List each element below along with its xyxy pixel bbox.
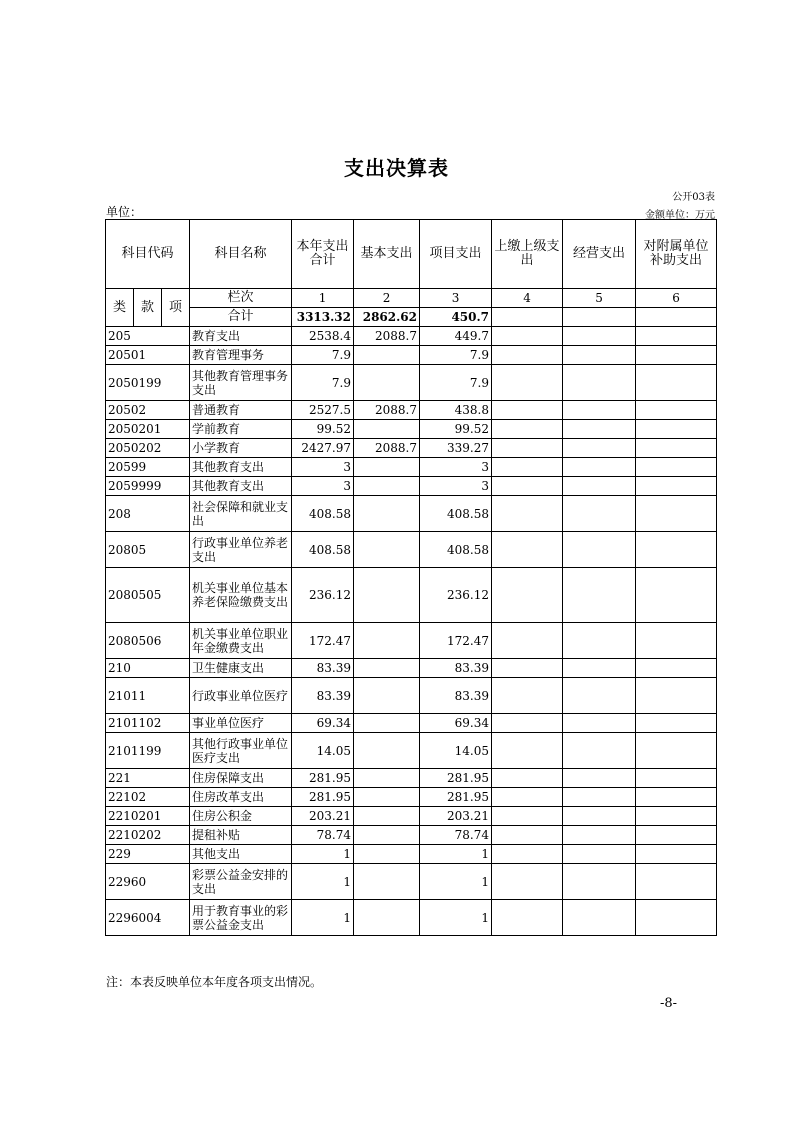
- row-basic: [354, 733, 420, 769]
- row-total: 83.39: [292, 678, 354, 714]
- row-name: 卫生健康支出: [190, 659, 292, 678]
- col-index-2: 2: [354, 289, 420, 308]
- row-name: 普通教育: [190, 401, 292, 420]
- row-business: [563, 714, 636, 733]
- row-code: 229: [106, 845, 190, 864]
- row-upper: [492, 678, 563, 714]
- row-subsidy: [636, 327, 717, 346]
- row-basic: [354, 458, 420, 477]
- row-name: 提租补贴: [190, 826, 292, 845]
- row-basic: [354, 788, 420, 807]
- row-basic: [354, 864, 420, 900]
- row-name: 住房公积金: [190, 807, 292, 826]
- row-project: 7.9: [420, 365, 492, 401]
- row-project: 14.05: [420, 733, 492, 769]
- row-total: 236.12: [292, 568, 354, 623]
- row-business: [563, 439, 636, 458]
- row-subsidy: [636, 568, 717, 623]
- table-row: [106, 439, 717, 458]
- row-subsidy: [636, 532, 717, 568]
- table-row: [106, 733, 717, 769]
- table-row: [106, 365, 717, 401]
- row-name: 其他教育支出: [190, 477, 292, 496]
- col-index-6: 6: [636, 289, 717, 308]
- total-project: 450.7: [420, 308, 492, 327]
- row-total: 78.74: [292, 826, 354, 845]
- row-name: 其他行政事业单位医疗支出: [190, 733, 292, 769]
- row-total: 2427.97: [292, 439, 354, 458]
- row-basic: [354, 714, 420, 733]
- row-name: 行政事业单位养老支出: [190, 532, 292, 568]
- row-business: [563, 788, 636, 807]
- row-total: 2527.5: [292, 401, 354, 420]
- row-basic: [354, 807, 420, 826]
- row-total: 69.34: [292, 714, 354, 733]
- row-basic: [354, 623, 420, 659]
- row-basic: [354, 532, 420, 568]
- row-project: 83.39: [420, 659, 492, 678]
- header-kuan: 款: [134, 289, 162, 327]
- header-upper: 上缴上级支出: [492, 220, 563, 289]
- total-label: 合计: [190, 308, 292, 327]
- row-project: 438.8: [420, 401, 492, 420]
- row-basic: [354, 496, 420, 532]
- row-name: 行政事业单位医疗: [190, 678, 292, 714]
- row-project: 3: [420, 458, 492, 477]
- row-upper: [492, 623, 563, 659]
- row-basic: [354, 659, 420, 678]
- header-name: 科目名称: [190, 220, 292, 289]
- row-project: 83.39: [420, 678, 492, 714]
- row-upper: [492, 327, 563, 346]
- row-code: 2080506: [106, 623, 190, 659]
- row-code: 2101102: [106, 714, 190, 733]
- total-amount: 3313.32: [292, 308, 354, 327]
- row-subsidy: [636, 845, 717, 864]
- table-row: [106, 346, 717, 365]
- row-subsidy: [636, 733, 717, 769]
- row-code: 205: [106, 327, 190, 346]
- row-basic: [354, 568, 420, 623]
- row-project: 78.74: [420, 826, 492, 845]
- row-code: 22960: [106, 864, 190, 900]
- row-subsidy: [636, 420, 717, 439]
- row-business: [563, 496, 636, 532]
- row-total: 1: [292, 845, 354, 864]
- row-name: 彩票公益金安排的支出: [190, 864, 292, 900]
- table-row: [106, 845, 717, 864]
- row-business: [563, 826, 636, 845]
- table-row: [106, 458, 717, 477]
- row-project: 281.95: [420, 769, 492, 788]
- row-project: 339.27: [420, 439, 492, 458]
- row-upper: [492, 365, 563, 401]
- row-upper: [492, 439, 563, 458]
- table-row: [106, 659, 717, 678]
- table-row: [106, 769, 717, 788]
- row-project: 3: [420, 477, 492, 496]
- row-total: 281.95: [292, 788, 354, 807]
- header-xiang: 项: [162, 289, 190, 327]
- row-name: 小学教育: [190, 439, 292, 458]
- row-upper: [492, 788, 563, 807]
- row-total: 83.39: [292, 659, 354, 678]
- col-index-5: 5: [563, 289, 636, 308]
- row-name: 学前教育: [190, 420, 292, 439]
- row-subsidy: [636, 346, 717, 365]
- row-basic: [354, 845, 420, 864]
- table-row: [106, 477, 717, 496]
- row-name: 事业单位医疗: [190, 714, 292, 733]
- table-row: [106, 327, 717, 346]
- header-subsidy: 对附属单位补助支出: [636, 220, 717, 289]
- row-subsidy: [636, 826, 717, 845]
- row-basic: 2088.7: [354, 439, 420, 458]
- col-index-4: 4: [492, 289, 563, 308]
- row-subsidy: [636, 714, 717, 733]
- row-subsidy: [636, 900, 717, 936]
- col-index-1: 1: [292, 289, 354, 308]
- row-business: [563, 733, 636, 769]
- row-total: 172.47: [292, 623, 354, 659]
- row-business: [563, 659, 636, 678]
- row-total: 1: [292, 900, 354, 936]
- row-project: 7.9: [420, 346, 492, 365]
- row-business: [563, 769, 636, 788]
- row-code: 2080505: [106, 568, 190, 623]
- row-project: 172.47: [420, 623, 492, 659]
- row-total: 3: [292, 458, 354, 477]
- row-name: 住房保障支出: [190, 769, 292, 788]
- row-business: [563, 327, 636, 346]
- row-subsidy: [636, 769, 717, 788]
- row-project: 69.34: [420, 714, 492, 733]
- row-business: [563, 900, 636, 936]
- row-total: 281.95: [292, 769, 354, 788]
- row-upper: [492, 477, 563, 496]
- table-row: [106, 900, 717, 936]
- row-upper: [492, 532, 563, 568]
- column-index-row: [106, 289, 717, 308]
- row-name: 社会保障和就业支出: [190, 496, 292, 532]
- row-basic: [354, 678, 420, 714]
- row-total: 7.9: [292, 346, 354, 365]
- row-code: 208: [106, 496, 190, 532]
- row-business: [563, 864, 636, 900]
- row-project: 1: [420, 864, 492, 900]
- row-total: 14.05: [292, 733, 354, 769]
- col-index-3: 3: [420, 289, 492, 308]
- header-project: 项目支出: [420, 220, 492, 289]
- row-subsidy: [636, 439, 717, 458]
- table-row: [106, 678, 717, 714]
- unit-label: 单位：: [106, 205, 143, 219]
- row-business: [563, 458, 636, 477]
- row-upper: [492, 458, 563, 477]
- row-basic: [354, 826, 420, 845]
- row-total: 7.9: [292, 365, 354, 401]
- row-upper: [492, 714, 563, 733]
- row-name: 教育支出: [190, 327, 292, 346]
- table-row: [106, 864, 717, 900]
- row-name: 住房改革支出: [190, 788, 292, 807]
- table-row: [106, 401, 717, 420]
- row-name: 机关事业单位基本养老保险缴费支出: [190, 568, 292, 623]
- row-code: 2101199: [106, 733, 190, 769]
- table-row: [106, 788, 717, 807]
- row-code: 20502: [106, 401, 190, 420]
- row-code: 20805: [106, 532, 190, 568]
- row-basic: [354, 769, 420, 788]
- row-code: 2059999: [106, 477, 190, 496]
- table-row: [106, 532, 717, 568]
- row-basic: [354, 365, 420, 401]
- row-subsidy: [636, 864, 717, 900]
- row-subsidy: [636, 477, 717, 496]
- row-project: 1: [420, 845, 492, 864]
- total-basic: 2862.62: [354, 308, 420, 327]
- row-total: 2538.4: [292, 327, 354, 346]
- row-total: 1: [292, 864, 354, 900]
- row-subsidy: [636, 678, 717, 714]
- row-project: 1: [420, 900, 492, 936]
- expenditure-table: [105, 219, 717, 936]
- row-code: 20501: [106, 346, 190, 365]
- row-code: 2210202: [106, 826, 190, 845]
- row-subsidy: [636, 365, 717, 401]
- row-subsidy: [636, 788, 717, 807]
- row-name: 机关事业单位职业年金缴费支出: [190, 623, 292, 659]
- row-name: 其他教育管理事务支出: [190, 365, 292, 401]
- header-basic: 基本支出: [354, 220, 420, 289]
- row-subsidy: [636, 659, 717, 678]
- row-business: [563, 401, 636, 420]
- row-total: 408.58: [292, 496, 354, 532]
- row-name: 其他支出: [190, 845, 292, 864]
- row-project: 408.58: [420, 532, 492, 568]
- row-business: [563, 477, 636, 496]
- total-row: [106, 308, 717, 327]
- row-upper: [492, 845, 563, 864]
- table-row: [106, 807, 717, 826]
- table-row: [106, 496, 717, 532]
- table-row: [106, 826, 717, 845]
- row-project: 408.58: [420, 496, 492, 532]
- header-lanci: 栏次: [190, 289, 292, 308]
- row-code: 2050201: [106, 420, 190, 439]
- row-project: 203.21: [420, 807, 492, 826]
- row-project: 281.95: [420, 788, 492, 807]
- row-business: [563, 845, 636, 864]
- row-project: 236.12: [420, 568, 492, 623]
- row-upper: [492, 807, 563, 826]
- row-code: 210: [106, 659, 190, 678]
- row-name: 用于教育事业的彩票公益金支出: [190, 900, 292, 936]
- row-subsidy: [636, 458, 717, 477]
- row-code: 20599: [106, 458, 190, 477]
- row-upper: [492, 900, 563, 936]
- row-project: 99.52: [420, 420, 492, 439]
- row-business: [563, 807, 636, 826]
- page-title: 支出决算表: [344, 156, 449, 180]
- table-row: [106, 568, 717, 623]
- row-code: 221: [106, 769, 190, 788]
- row-subsidy: [636, 807, 717, 826]
- row-business: [563, 420, 636, 439]
- header-business: 经营支出: [563, 220, 636, 289]
- row-upper: [492, 496, 563, 532]
- row-code: 2296004: [106, 900, 190, 936]
- header-row: [106, 220, 717, 289]
- row-upper: [492, 401, 563, 420]
- row-upper: [492, 769, 563, 788]
- row-basic: [354, 900, 420, 936]
- header-code: 科目代码: [106, 220, 190, 289]
- row-subsidy: [636, 496, 717, 532]
- row-business: [563, 532, 636, 568]
- row-upper: [492, 346, 563, 365]
- table-row: [106, 420, 717, 439]
- row-upper: [492, 659, 563, 678]
- row-code: 22102: [106, 788, 190, 807]
- row-upper: [492, 826, 563, 845]
- row-subsidy: [636, 401, 717, 420]
- amount-unit: 金额单位：万元: [645, 210, 715, 221]
- row-upper: [492, 733, 563, 769]
- row-basic: [354, 346, 420, 365]
- form-number: 公开03表: [672, 192, 715, 203]
- row-business: [563, 568, 636, 623]
- row-upper: [492, 864, 563, 900]
- row-basic: [354, 420, 420, 439]
- header-total: 本年支出合计: [292, 220, 354, 289]
- header-lei: 类: [106, 289, 134, 327]
- row-business: [563, 365, 636, 401]
- row-basic: [354, 477, 420, 496]
- row-business: [563, 623, 636, 659]
- row-upper: [492, 420, 563, 439]
- row-subsidy: [636, 623, 717, 659]
- row-business: [563, 678, 636, 714]
- row-total: 203.21: [292, 807, 354, 826]
- row-total: 99.52: [292, 420, 354, 439]
- row-code: 2210201: [106, 807, 190, 826]
- total-subsidy: [636, 308, 717, 327]
- row-business: [563, 346, 636, 365]
- row-name: 教育管理事务: [190, 346, 292, 365]
- table-row: [106, 714, 717, 733]
- row-basic: 2088.7: [354, 401, 420, 420]
- row-project: 449.7: [420, 327, 492, 346]
- total-business: [563, 308, 636, 327]
- total-upper: [492, 308, 563, 327]
- row-total: 408.58: [292, 532, 354, 568]
- row-code: 2050202: [106, 439, 190, 458]
- row-basic: 2088.7: [354, 327, 420, 346]
- row-total: 3: [292, 477, 354, 496]
- footnote: 注：本表反映单位本年度各项支出情况。: [106, 975, 323, 989]
- table-row: [106, 623, 717, 659]
- row-code: 2050199: [106, 365, 190, 401]
- row-name: 其他教育支出: [190, 458, 292, 477]
- row-upper: [492, 568, 563, 623]
- row-code: 21011: [106, 678, 190, 714]
- page-number: -8-: [660, 996, 678, 1011]
